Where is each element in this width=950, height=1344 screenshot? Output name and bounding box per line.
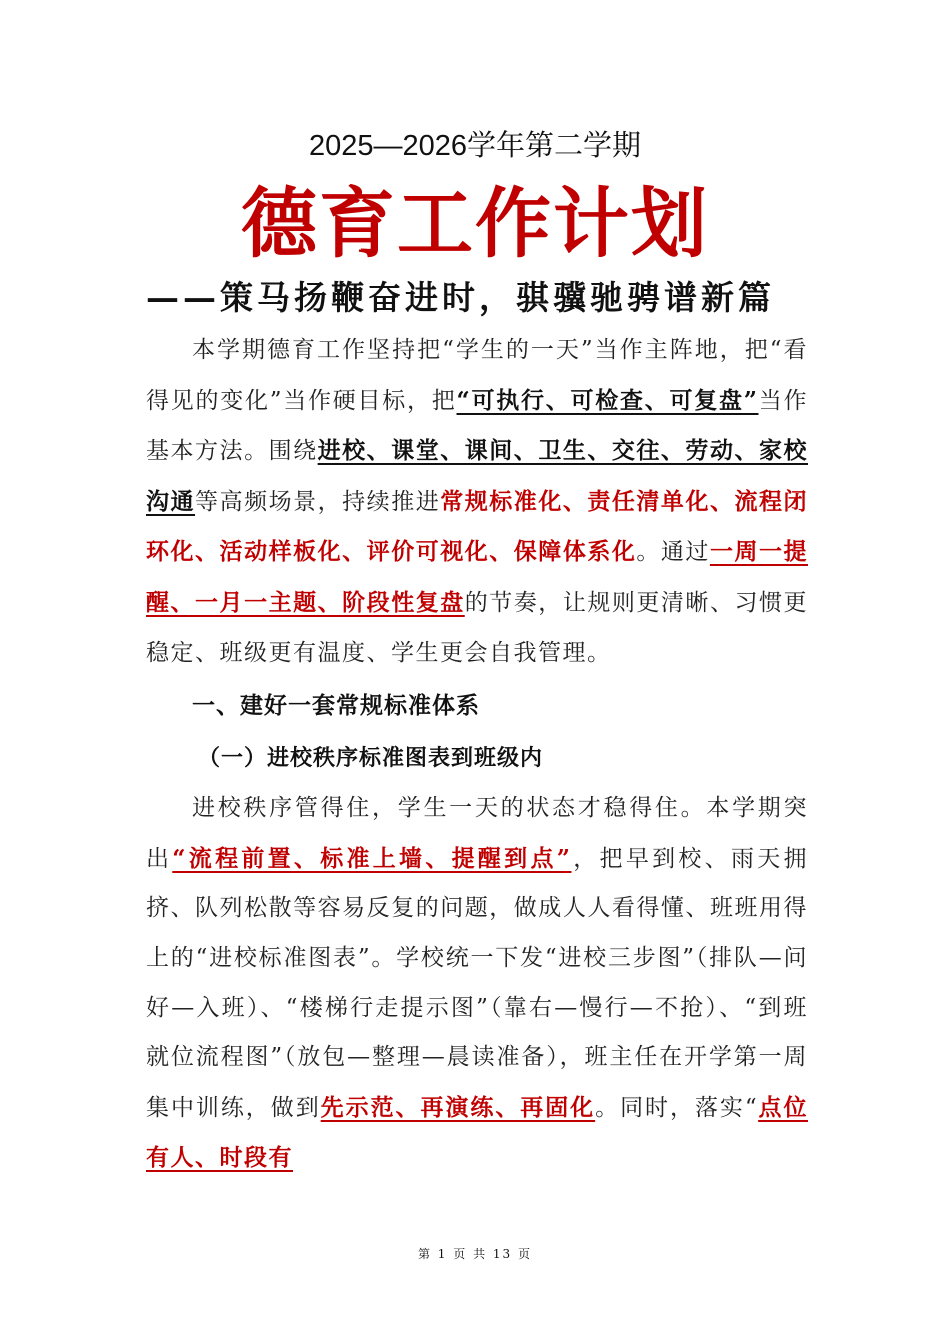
intro-text: 。通过: [636, 539, 710, 566]
intro-emphasis-scenes: 进校、课堂、课间、卫生、交往、劳动、家校沟通: [146, 437, 809, 515]
highlight-training: 先示范、再演练、再固化: [320, 1093, 596, 1121]
paragraph-text: 进校秩序管得住，学生一天的状态才稳得住。本学期突出: [146, 795, 808, 872]
section-heading: 一、建好一套常规标准体系: [192, 692, 480, 720]
total-pages: 13: [492, 1247, 513, 1261]
document-body: [146, 326, 808, 1184]
document-subtitle: ——策马扬鞭奋进时，骐骥驰骋谱新篇: [146, 278, 775, 317]
intro-text: 等高频场景，持续推进: [195, 488, 441, 515]
intro-paragraph: [146, 326, 808, 678]
highlight-principle: “流程前置、标准上墙、提醒到点”: [172, 844, 572, 872]
intro-text: 的节奏，让规则更清晰、习惯更稳定、班级更有温度、学生更会自我管理。: [146, 589, 809, 666]
intro-text: 本学期德育工作坚持把“学生的一天”当作主阵地，把“看得见的变化”当作硬目标，把: [146, 337, 808, 414]
subsection-heading: （一）进校秩序标准图表到班级内: [198, 745, 544, 772]
highlight-duty: 点位有人、时段有: [146, 1093, 809, 1172]
document-title: 德育工作计划: [241, 179, 709, 268]
paragraph-text: 。同时，落实“: [595, 1094, 759, 1121]
footer-suffix: 页: [518, 1247, 533, 1261]
intro-emphasis-method: “可执行、可检查、可复盘”: [456, 386, 759, 414]
page-number: 1: [437, 1247, 448, 1261]
intro-highlight-rhythm: 一周一提醒、一月一主题、阶段性复盘: [146, 538, 809, 616]
intro-text: 当作基本方法。围绕: [146, 387, 808, 465]
semester-title: 2025—2026学年第二学期: [308, 130, 642, 162]
footer-prefix: 第: [417, 1247, 432, 1261]
page-footer: [0, 1245, 950, 1262]
intro-highlight-goals: 常规标准化、责任清单化、流程闭环化、活动样板化、评价可视化、保障体系化: [146, 487, 809, 566]
subsection-paragraph: [146, 784, 808, 1184]
paragraph-text: ，把早到校、雨天拥挤、队列松散等容易反复的问题，做成人人看得懂、班班用得上的“进校标准图表”。学校统一下发“进校三步图”（排队—问好—入班）、“楼梯行走提示图”（靠右—慢行—不抢）、“到班就位流程图”（放包—整理—晨读准备），班主任在开学第一周集中训练，做到: [146, 845, 808, 1121]
footer-mid: 页 共: [453, 1247, 488, 1261]
